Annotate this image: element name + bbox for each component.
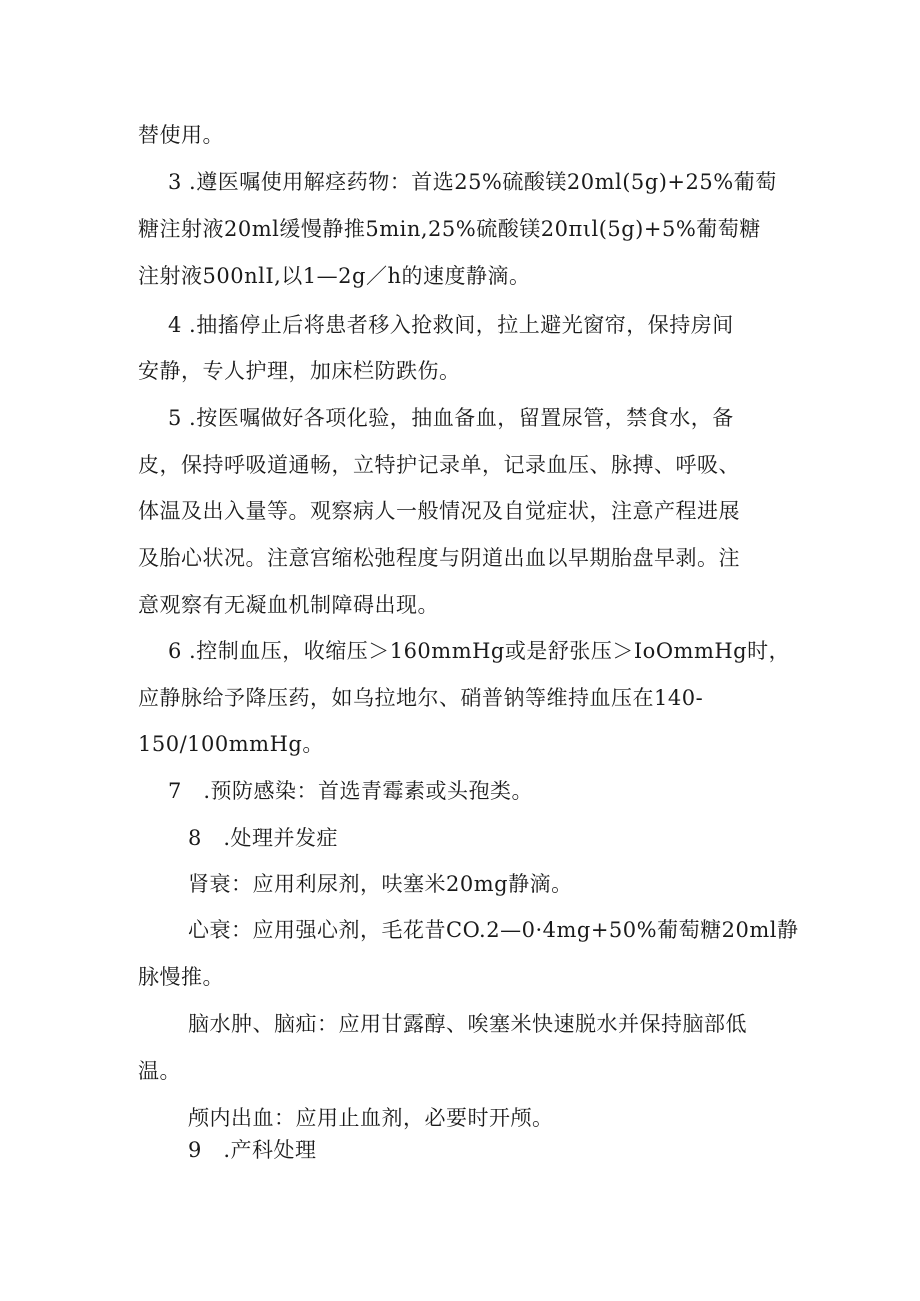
text-line: 7 .预防感染：首选青霉素或头孢类。 [168, 779, 534, 803]
text-line: 5 .按医嘱做好各项化验，抽血备血，留置尿管，禁食水，备 [168, 406, 734, 430]
text-line: 8 .处理并发症 [188, 826, 339, 850]
text-line: 6 .控制血压，收缩压＞160mmHg或是舒张压＞IoOmmHg时， [168, 639, 791, 663]
text-line: 脑水肿、脑疝：应用甘露醇、唉塞米快速脱水并保持脑部低 [188, 1012, 747, 1036]
text-line: 糖注射液20ml缓慢静推5min,25%硫酸镁20πιl(5g)+5%葡萄糖 [138, 217, 761, 241]
text-line: 3 .遵医嘱使用解痉药物：首选25%硫酸镁20ml(5g)+25%葡萄 [168, 170, 777, 194]
text-line: 替使用。 [138, 123, 224, 147]
text-line: 及胎心状况。注意宫缩松弛程度与阴道出血以早期胎盘早剥。注 [138, 546, 740, 570]
text-line: 9 .产科处理 [188, 1138, 317, 1162]
text-line: 意观察有无凝血机制障碍出现。 [138, 593, 439, 617]
text-line: 脉慢推。 [138, 965, 224, 989]
text-line: 注射液500nlI,以1—2g／h的速度静滴。 [138, 264, 531, 288]
text-line: 心衰：应用强心剂，毛花昔CO.2—0·4mg+50%葡萄糖20ml静 [188, 918, 799, 942]
text-line: 皮，保持呼吸道通畅，立特护记录单，记录血压、脉搏、呼吸、 [138, 453, 740, 477]
text-line: 颅内出血：应用止血剂，必要时开颅。 [188, 1106, 554, 1130]
text-line: 温。 [138, 1059, 181, 1083]
text-line: 150/100mmHg。 [138, 732, 324, 756]
text-line: 肾衰：应用利尿剂，呋塞米20mg静滴。 [188, 872, 573, 896]
text-line: 体温及出入量等。观察病人一般情况及自觉症状，注意产程进展 [138, 499, 740, 523]
text-line: 4 .抽搐停止后将患者移入抢救间，拉上避光窗帘，保持房间 [168, 313, 734, 337]
text-line: 应静脉给予降压药，如乌拉地尔、硝普钠等维持血压在140- [138, 686, 704, 710]
text-line: 安静，专人护理，加床栏防跌伤。 [138, 359, 461, 383]
